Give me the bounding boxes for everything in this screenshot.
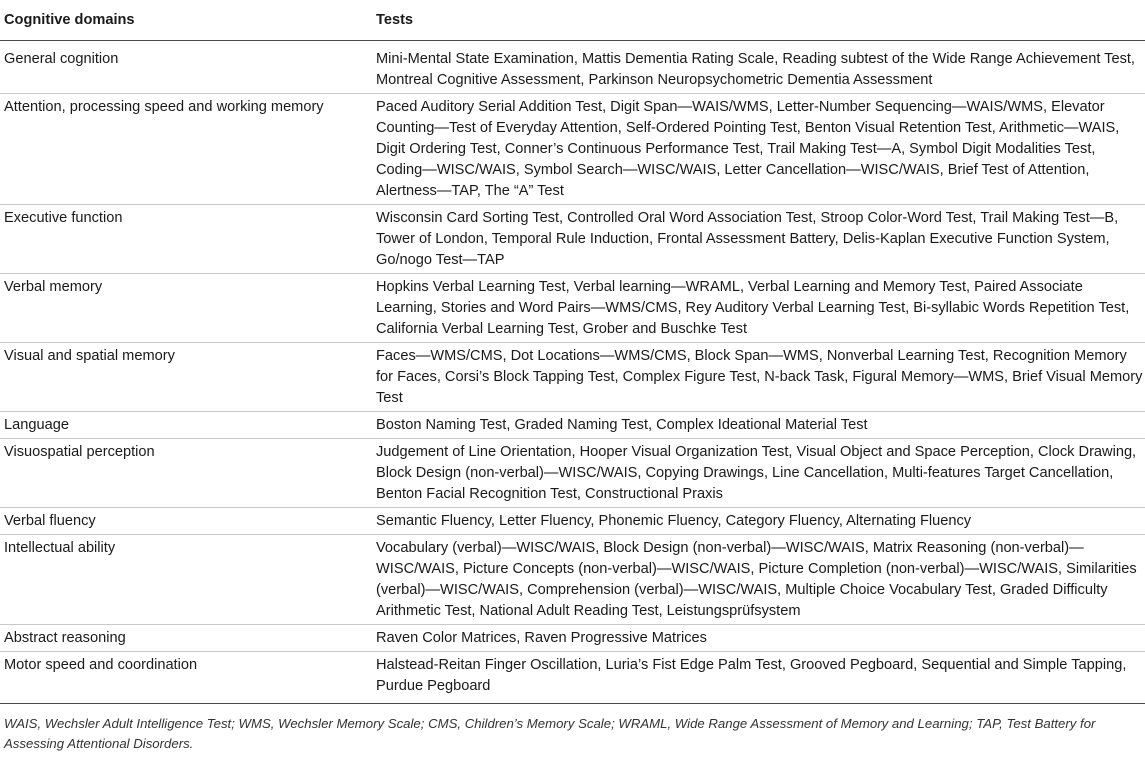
- table-row: [0, 274, 1145, 343]
- domain-cell: Attention, processing speed and working memory: [0, 94, 372, 205]
- domain-cell: Visuospatial perception: [0, 439, 372, 508]
- domain-cell: Visual and spatial memory: [0, 343, 372, 412]
- table-row: [0, 535, 1145, 625]
- table-body: [0, 41, 1145, 704]
- tests-cell: Wisconsin Card Sorting Test, Controlled Oral Word Association Test, Stroop Color-Word Test, Trail Making Test—B, Tower of London, Temporal Rule Induction, Frontal Assessment Battery, Delis-Kaplan Executive Function System, Go/nogo Test—TAP: [372, 205, 1145, 274]
- domain-cell: Verbal memory: [0, 274, 372, 343]
- tests-cell: Boston Naming Test, Graded Naming Test, Complex Ideational Material Test: [372, 412, 1145, 439]
- tests-cell: Judgement of Line Orientation, Hooper Visual Organization Test, Visual Object and Space Perception, Clock Drawing, Block Design (non-verbal)—WISC/WAIS, Copying Drawings, Line Cancellation, Multi-features Target Cancellation, Benton Facial Recognition Test, Constructional Praxis: [372, 439, 1145, 508]
- table-header: [0, 0, 1145, 41]
- header-row: [0, 0, 1145, 41]
- table-row: [0, 508, 1145, 535]
- header-cognitive-domains: Cognitive domains: [0, 0, 372, 41]
- table-footnote: WAIS, Wechsler Adult Intelligence Test; WMS, Wechsler Memory Scale; CMS, Children’s Memory Scale; WRAML, Wide Range Assessment of Memory and Learning; TAP, Test Battery for Assessing Attentional Disorders.: [4, 716, 1096, 751]
- tests-cell: Vocabulary (verbal)—WISC/WAIS, Block Design (non-verbal)—WISC/WAIS, Matrix Reasoning (non-verbal)—WISC/WAIS, Picture Concepts (non-verbal)—WISC/WAIS, Picture Completion (non-verbal)—WISC/WAIS, Similarities (verbal)—WISC/WAIS, Comprehension (verbal)—WISC/WAIS, Multiple Choice Vocabulary Test, Graded Difficulty Arithmetic Test, National Adult Reading Test, Leistungsprüfsystem: [372, 535, 1145, 625]
- tests-cell: Mini-Mental State Examination, Mattis Dementia Rating Scale, Reading subtest of the Wide Range Achievement Test, Montreal Cognitive Assessment, Parkinson Neuropsychometric Dementia Assessment: [372, 41, 1145, 94]
- tests-cell: Raven Color Matrices, Raven Progressive Matrices: [372, 625, 1145, 652]
- table-row: [0, 412, 1145, 439]
- domain-cell: Executive function: [0, 205, 372, 274]
- table-row: [0, 94, 1145, 205]
- tests-cell: Faces—WMS/CMS, Dot Locations—WMS/CMS, Block Span—WMS, Nonverbal Learning Test, Recognition Memory for Faces, Corsi’s Block Tapping Test, Complex Figure Test, N-back Task, Figural Memory—WMS, Brief Visual Memory Test: [372, 343, 1145, 412]
- table-row: [0, 652, 1145, 704]
- tests-cell: Halstead-Reitan Finger Oscillation, Luria’s Fist Edge Palm Test, Grooved Pegboard, Sequential and Simple Tapping, Purdue Pegboard: [372, 652, 1145, 704]
- domain-cell: Abstract reasoning: [0, 625, 372, 652]
- tests-cell: Paced Auditory Serial Addition Test, Digit Span—WAIS/WMS, Letter-Number Sequencing—WAIS/WMS, Elevator Counting—Test of Everyday Attention, Self-Ordered Pointing Test, Benton Visual Retention Test, Arithmetic—WAIS, Digit Ordering Test, Conner’s Continuous Performance Test, Trail Making Test—A, Symbol Digit Modalities Test, Coding—WISC/WAIS, Symbol Search—WISC/WAIS, Letter Cancellation—WISC/WAIS, Brief Test of Attention, Alertness—TAP, The “A” Test: [372, 94, 1145, 205]
- table-row: [0, 343, 1145, 412]
- domain-cell: Verbal fluency: [0, 508, 372, 535]
- tests-cell: Semantic Fluency, Letter Fluency, Phonemic Fluency, Category Fluency, Alternating Fluency: [372, 508, 1145, 535]
- header-tests: Tests: [372, 0, 1145, 41]
- table-row: [0, 41, 1145, 94]
- table-row: [0, 625, 1145, 652]
- tests-cell: Hopkins Verbal Learning Test, Verbal learning—WRAML, Verbal Learning and Memory Test, Paired Associate Learning, Stories and Word Pairs—WMS/CMS, Rey Auditory Verbal Learning Test, Bi-syllabic Words Repetition Test, California Verbal Learning Test, Grober and Buschke Test: [372, 274, 1145, 343]
- domain-cell: General cognition: [0, 41, 372, 94]
- domain-cell: Intellectual ability: [0, 535, 372, 625]
- domain-cell: Motor speed and coordination: [0, 652, 372, 704]
- table-row: [0, 439, 1145, 508]
- table-row: [0, 205, 1145, 274]
- domain-cell: Language: [0, 412, 372, 439]
